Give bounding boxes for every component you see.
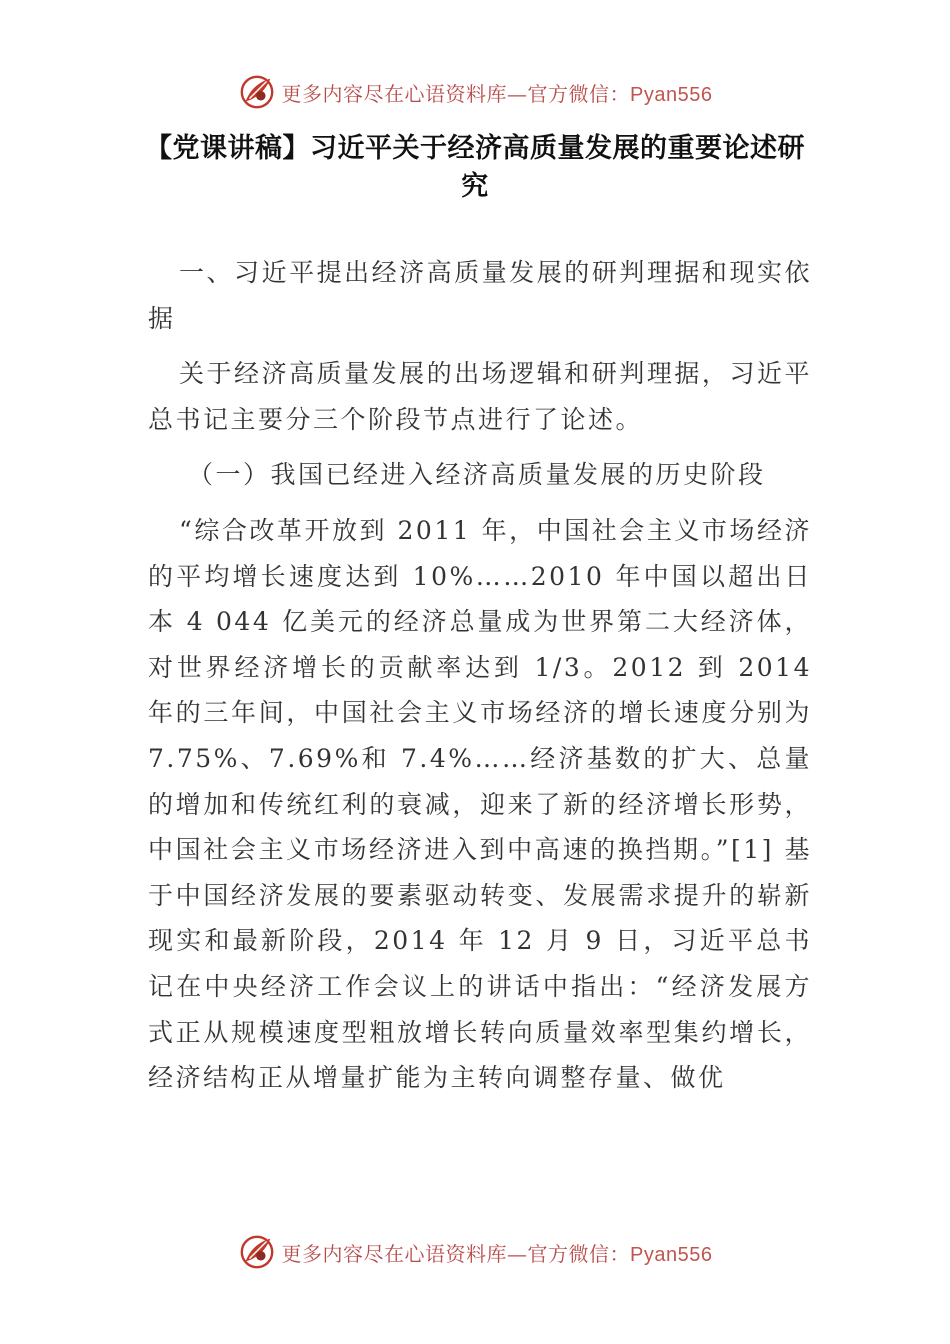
header-banner [0, 70, 950, 114]
subsection-heading: （一）我国已经进入经济高质量发展的历史阶段 [188, 460, 766, 490]
red-leaf-logo-icon [238, 73, 276, 111]
banner-slogan: 更多内容尽在心语资料库—官方微信： [281, 81, 631, 106]
body-paragraph: “综合改革开放到 2011 年，中国社会主义市场经济的平均增长速度达到 10%……2010 年中国以超出日本 4 044 亿美元的经济总量成为世界第二大经济体， 对世界经济增长的贡献率达到 1/3。2012 到 2014 年的三年间，中国社会主义市场经济的增长速度分别为 7.75%、7.69%和 7.4%……经济基数的扩大、总量的增加和传统红利的衰减，迎来了新的经济增长形势， 中国社会主义市场经济进入到中高速的换挡期。”[1] 基于中国经济发展的要素驱动转变、发展需求提升的崭新现实和最新阶段，2014 年 12 月 9 日，习近平总书记在中央经济工作会议上的讲话中指出：“经济发展方式正从规模速度型粗放增长转向质量效率型集约增长，经济结构正从增量扩能为主转向调整存量、做优 [148, 515, 812, 1093]
banner-text [282, 1238, 713, 1267]
body-paragraph: 关于经济高质量发展的出场逻辑和研判理据，习近平总书记主要分三个阶段节点进行了论述。 [148, 359, 812, 434]
banner-wechat-id: Pyan556 [630, 1243, 713, 1266]
footer-banner [0, 1230, 950, 1274]
banner-wechat-id: Pyan556 [630, 83, 713, 106]
document-body [148, 250, 812, 1101]
banner-slogan: 更多内容尽在心语资料库—官方微信： [281, 1241, 631, 1266]
section-heading: 一、习近平提出经济高质量发展的研判理据和现实依据 [148, 258, 812, 333]
banner-text [282, 78, 713, 107]
document-title: 【党课讲稿】习近平关于经济高质量发展的重要论述研究 [145, 133, 805, 202]
red-leaf-logo-icon [238, 1233, 276, 1271]
